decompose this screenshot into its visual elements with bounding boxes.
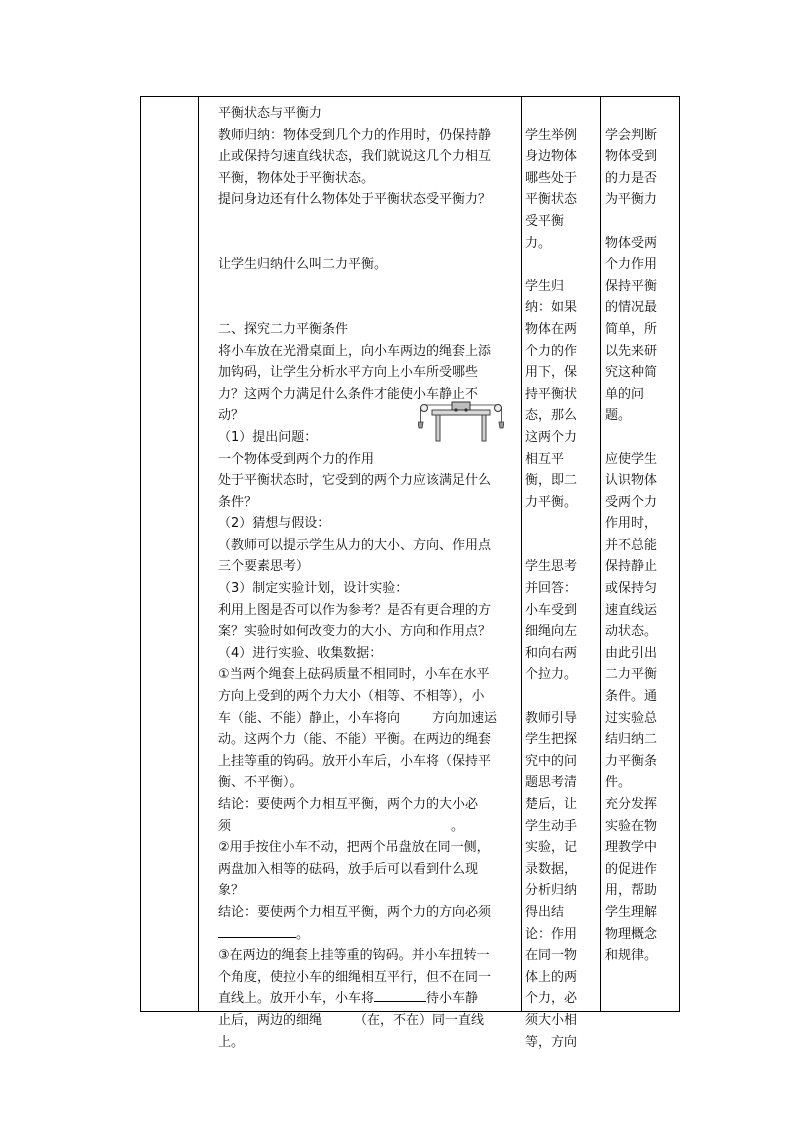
text-line [218, 708, 516, 730]
text-line: 教师归纳：物体受到几个力的作用时，仍保持静 [218, 127, 492, 143]
text-line: 处于平衡状态时，它受到的两个力应该满足什么 [218, 473, 492, 489]
text-line: 物理概念 [605, 926, 658, 942]
text-line: 两盘加入相等的砝码，放手后可以看到什么现 [218, 861, 479, 877]
text-line: 加钩码，让学生分析水平方向上小车所受哪些 [218, 365, 479, 381]
text-line: 理教学中 [605, 840, 658, 856]
text-line: 得出结 [525, 904, 565, 920]
text-line: 结论：要使两个力相互平衡，两个力的方向必须 [218, 904, 492, 920]
text-line: 利用上图是否可以作为参考？是否有更合理的方 [218, 602, 492, 618]
text-line [525, 254, 589, 276]
text-fragment: 。 [451, 818, 465, 834]
text-line: 由此引出 [605, 645, 658, 661]
text-line: 学生理解 [605, 904, 658, 920]
text-line: 个力，必 [525, 991, 578, 1007]
text-line: 实验在物 [605, 818, 658, 834]
text-line: 学生动手 [525, 818, 578, 834]
text-line: 究这种简 [605, 365, 658, 381]
text-line: 件。 [605, 775, 632, 791]
text-line [525, 535, 589, 557]
column-divider [521, 97, 522, 1011]
text-line: 单的问 [605, 386, 645, 402]
text-line: 动。这两个力（能、不能）平衡。在两边的绳套 [218, 732, 492, 748]
text-line: 结归纳二 [605, 732, 658, 748]
text-line: 条件？ [218, 494, 258, 510]
text-line: （3）制定实验计划，设计实验： [218, 581, 409, 597]
text-line: 为平衡力 [605, 192, 658, 208]
text-line: ②用手按住小车不动，把两个吊盘放在同一侧， [218, 840, 490, 856]
text-line: 保持平衡 [605, 278, 658, 294]
text-line: 的促进作 [605, 861, 658, 877]
text-line [218, 1010, 516, 1032]
text-line: 应使学生 [605, 451, 658, 467]
text-line: 将小车放在光滑桌面上，向小车两边的绳套上添 [218, 343, 492, 359]
text-line: 平衡状态 [525, 192, 578, 208]
text-line [525, 686, 589, 708]
text-line [605, 427, 669, 449]
text-line: 物体在两 [525, 321, 578, 337]
text-fragment: 直线上。放开小车，小车将 [218, 991, 375, 1007]
text-line [218, 988, 516, 1010]
text-line: 方向上受到的两个力大小（相等、不相等），小 [218, 689, 485, 705]
text-line: ①当两个绳套上砝码质量不相同时，小车在水平 [218, 667, 490, 683]
text-fragment: 车（能、不能）静止，小车将向 [218, 710, 401, 726]
text-line: 的情况最 [605, 300, 658, 316]
text-line: 提问身边还有什么物体处于平衡状态受平衡力？ [218, 192, 492, 208]
text-line: 三个要素思考） [218, 559, 310, 575]
text-line: 学生思考 [525, 559, 578, 575]
text-line: 并不总能 [605, 537, 658, 553]
text-line: 态，那么 [525, 408, 578, 424]
text-line: 结论：要使两个力相互平衡，两个力的大小必 [218, 797, 479, 812]
text-line: 个角度，使拉小车的细绳相互平行，但不在同一 [218, 969, 492, 985]
student-activity-column [525, 103, 589, 1053]
text-line: 个力作用 [605, 257, 658, 273]
text-line: 平衡状态与平衡力 [218, 106, 323, 121]
text-line: 物体受两 [605, 235, 658, 251]
text-line: 动状态。 [605, 624, 658, 640]
text-line: 学生把探 [525, 732, 578, 748]
text-fragment: 止后，两边的细绳 [218, 1012, 323, 1028]
cart-apparatus-illustration [418, 396, 504, 444]
text-line: 小车受到 [525, 602, 578, 618]
text-line: 并回答： [525, 581, 578, 597]
teacher-activity-column [218, 103, 516, 1053]
text-line: （2）猜想与假设： [218, 516, 331, 532]
column-divider [600, 97, 601, 1011]
text-line: 须大小相 [525, 1012, 578, 1028]
text-line: 这两个力 [525, 429, 578, 445]
text-line: 在同一物 [525, 948, 578, 964]
text-line: 力平衡条 [605, 753, 658, 769]
text-fragment: （在，不在）同一直线 [354, 1012, 485, 1028]
text-line [525, 103, 589, 125]
text-line: 受两个力 [605, 494, 658, 510]
text-line: 充分发挥 [605, 797, 658, 812]
text-line: 上。 [218, 1034, 245, 1050]
text-line: 衡，即二 [525, 473, 578, 489]
text-line: 纳：如果 [525, 300, 578, 316]
text-line [218, 924, 516, 946]
text-line: 用下，保 [525, 365, 578, 381]
text-line: 究中的问 [525, 753, 578, 769]
text-line [218, 211, 516, 233]
text-line: 的力是否 [605, 170, 658, 186]
text-line: 让学生归纳什么叫二力平衡。 [218, 257, 388, 273]
text-line: （教师可以提示学生从力的大小、方向、作用点 [218, 537, 492, 553]
text-line: 用，帮助 [605, 883, 658, 899]
text-line: 二力平衡 [605, 667, 658, 683]
text-fragment: 须 [218, 818, 232, 834]
text-line: 物体受到 [605, 149, 658, 165]
column-divider [198, 97, 199, 1011]
text-line: 论：作用 [525, 926, 578, 942]
text-line: 录数据， [525, 861, 578, 877]
text-line: 学生归 [525, 278, 565, 294]
text-line: 动？ [218, 408, 245, 424]
text-line: 题。 [605, 408, 632, 424]
text-line: 教师引导 [525, 710, 578, 726]
text-line: 力？这两个力满足什么条件才能使小车静止不 [218, 386, 479, 402]
text-line: 衡、不平衡）。 [218, 775, 303, 791]
text-line [605, 103, 669, 125]
text-line: 象？ [218, 883, 245, 899]
text-line: 止或保持匀速直线状态，我们就说这几个力相互 [218, 149, 492, 165]
text-line: 上挂等重的钩码。放开小车后，小车将（保持平 [218, 753, 492, 769]
text-line: 一个物体受到两个力的作用 [218, 451, 375, 467]
text-line: 题思考清 [525, 775, 578, 791]
text-line: 学生举例 [525, 127, 578, 143]
text-line: 过实验总 [605, 710, 658, 726]
text-line: 力平衡。 [525, 494, 578, 510]
text-line: 简单，所 [605, 321, 658, 337]
text-line [605, 211, 669, 233]
text-line: 等，方向 [525, 1034, 578, 1050]
text-line: ③在两边的绳套上挂等重的钩码。并小车扭转一 [218, 948, 490, 964]
text-line [218, 816, 516, 838]
text-line: 案？实验时如何改变力的大小、方向和作用点？ [218, 624, 492, 640]
text-line: 或保持匀 [605, 581, 658, 597]
text-line: 楚后，让 [525, 797, 578, 812]
text-line: 以先来研 [605, 343, 658, 359]
text-line: 条件。通 [605, 689, 658, 705]
text-line: 保持静止 [605, 559, 658, 575]
lesson-table [140, 96, 680, 1050]
text-line: 实验，记 [525, 840, 578, 856]
text-line [218, 297, 516, 319]
text-line: 受平衡 [525, 213, 565, 229]
design-intent-column [605, 103, 669, 967]
text-line: 平衡，物体处于平衡状态。 [218, 170, 375, 186]
text-line: 身边物体 [525, 149, 578, 165]
text-line: 二、探究二力平衡条件 [218, 321, 349, 337]
text-line: 力。 [525, 235, 552, 251]
text-line: （4）进行实验、收集数据： [218, 645, 383, 661]
fill-blank [374, 989, 426, 1002]
text-line: 分析归纳 [525, 883, 578, 899]
fill-blank [218, 925, 296, 938]
text-line: 个力的作 [525, 343, 578, 359]
text-line: 学会判断 [605, 127, 658, 143]
text-line [218, 233, 516, 255]
text-fragment: 方向加速运 [432, 710, 498, 726]
text-line: 哪些处于 [525, 170, 578, 186]
text-line: 细绳向左 [525, 624, 578, 640]
text-line: 相互平 [525, 451, 565, 467]
text-line: 体上的两 [525, 969, 578, 985]
text-line: 个拉力。 [525, 667, 578, 683]
text-line: 速直线运 [605, 602, 658, 618]
text-fragment: 。 [296, 926, 310, 942]
text-line: 作用时， [605, 516, 658, 532]
text-line: 持平衡状 [525, 386, 578, 402]
text-line: 和规律。 [605, 948, 658, 964]
text-line: （1）提出问题： [218, 429, 318, 445]
text-line: 认识物体 [605, 473, 658, 489]
text-fragment: 待小车静 [426, 991, 479, 1007]
text-line [525, 513, 589, 535]
text-line: 和向右两 [525, 645, 578, 661]
text-line [218, 276, 516, 298]
